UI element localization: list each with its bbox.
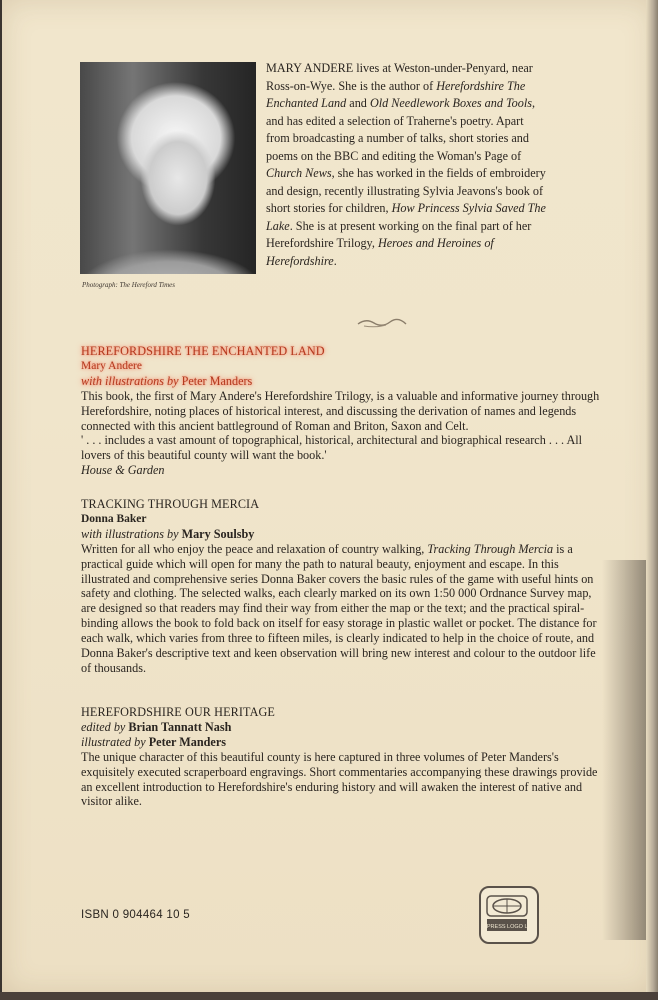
book-illustrator: illustrated by Peter Manders (81, 734, 226, 749)
book-title: TRACKING THROUGH MERCIA (81, 497, 260, 511)
book-entry-enchanted-land (81, 344, 601, 478)
book-description: The unique character of this beautiful county is here captured in three volumes of Peter Manders's exquisitely executed scraperboard engravings. Short commentaries accompanying these drawings provide an excellent introduction to Herefordshire's enduring history and will awaken the interest of native and visitor alike. (81, 749, 598, 809)
book-description: This book, the first of Mary Andere's Herefordshire Trilogy, is a valuable and informative journey through Herefordshire, noting places of historical interest, and discussing the derivation of names and legends connected with this ancient battleground of Roman and Briton, Saxon and Celt. (81, 388, 600, 433)
book-entry-our-heritage (81, 705, 601, 809)
book-title: HEREFORDSHIRE OUR HERITAGE (81, 705, 275, 719)
book-review-quote: ' . . . includes a vast amount of topographical, historical, architectural and biographical research . . . All lovers of this beautiful county will want the book.' (81, 433, 583, 463)
review-source: House & Garden (81, 463, 165, 478)
page-edge (646, 0, 658, 1000)
cover-wear-shadow (602, 560, 652, 940)
book-credit: with illustrations by Mary Soulsby (81, 526, 255, 541)
author-photo (80, 62, 256, 274)
book-author: Mary Andere (81, 359, 142, 372)
book-description: Written for all who enjoy the peace and relaxation of country walking, Tracking Through Mercia is a practical guide which will open for many the path to natural beauty, enjoyment and escape. In this illustrated and comprehensive series Donna Baker covers the basic rules of the game with useful hints on safety and clothing. The selected walks, each clearly marked on its own 1:50 000 Ordnance Survey map, are designed so that readers may find their way from either the map or the text; and the practical spiral-binding allows the book to fold back on itself for easy storage in plastic wallet or pocket. The distance for each walk, which varies from three to fifteen miles, is clearly indicated to help in the choice of route, and Donna Baker's descriptive text and keen observation will bring new interest and colour to the outdoor life of thousands. (81, 541, 597, 675)
book-entry-tracking-mercia (81, 497, 601, 676)
photo-caption: Photograph: The Hereford Times (82, 281, 176, 289)
author-bio: MARY ANDERE lives at Weston-under-Penyard, near Ross-on-Wye. She is the author of Herefordshire The Enchanted Land and Old Needlework Boxes and Tools, and has edited a selection of Traherne's poetry. Apart from broadcasting a number of talks, short stories and poems on the BBC and editing the Woman's Page of Church News, she has worked in the fields of embroidery and design, recently illustrating Sylvia Jeavons's book of short stories for children, How Princess Sylvia Saved The Lake. She is at present working on the final part of her Herefordshire Trilogy, Heroes and Heroines of Herefordshire. (266, 61, 546, 268)
book-author: Donna Baker (81, 512, 147, 525)
isbn: ISBN 0 904464 10 5 (81, 909, 190, 921)
ink-mark (356, 314, 408, 330)
book-back-cover (2, 0, 654, 994)
book-title: HEREFORDSHIRE THE ENCHANTED LAND (81, 344, 325, 358)
bottom-edge (0, 992, 658, 1000)
publisher-logo-text: EXPRESS LOGO LTD (481, 924, 535, 930)
book-editor: edited by Brian Tannatt Nash (81, 719, 232, 734)
publisher-logo-icon (481, 888, 537, 942)
book-credit: with illustrations by Peter Manders (81, 373, 253, 388)
publisher-logo (479, 886, 539, 944)
